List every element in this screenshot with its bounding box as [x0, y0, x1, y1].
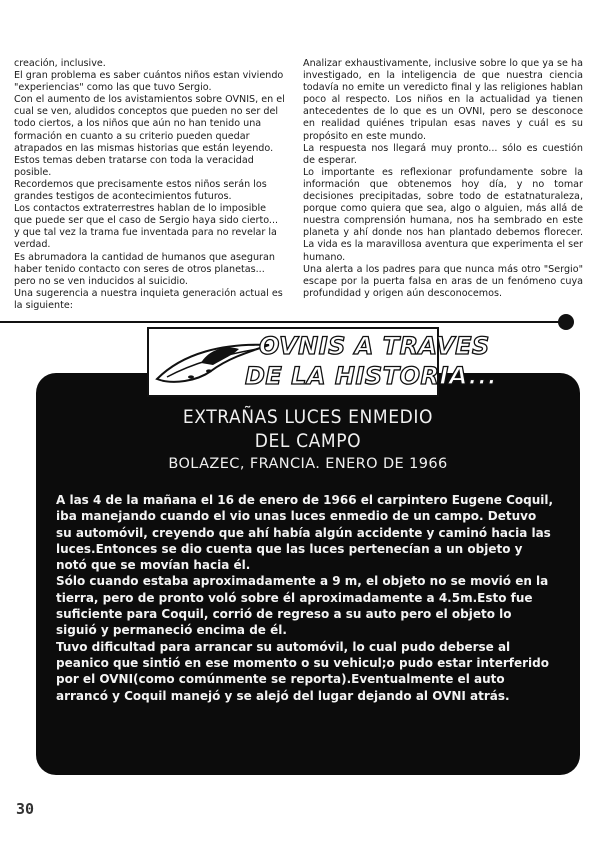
right-paragraph: Una alerta a los padres para que nunca más otro "Sergio" escape por la puerta falsa en aras de un fenómeno cuya profundidad y origen aún desconocemos.	[303, 263, 583, 299]
divider-bullet	[558, 314, 574, 330]
banner-title-line: OVNIS A TRAVES	[259, 332, 490, 360]
story-panel	[36, 373, 580, 775]
story-title-line: DEL CAMPO	[254, 430, 362, 452]
left-column	[14, 58, 286, 312]
story-paragraph: A las 4 de la mañana el 16 de enero de 1966 el carpintero Eugene Coquil, iba manejando cuando el vio unas luces enmedio de un campo. Detuvo su automóvil, creyendo que ahí había algún accidente y caminó hacia las luces.Entonces se dio cuenta que las luces pertenecían a un objeto y notó que se movían hacia él.	[56, 493, 554, 573]
left-paragraph: Estos temas deben tratarse con toda la veracidad posible.	[14, 154, 254, 178]
story-title	[36, 405, 580, 453]
story-place-date: BOLAZEC, FRANCIA. ENERO DE 1966	[168, 456, 448, 472]
story-body	[56, 492, 556, 704]
left-paragraph: creación, inclusive.	[14, 58, 106, 69]
left-paragraph: Recordemos que precisamente estos niños serán los grandes testigos de acontecimientos futuros.	[14, 178, 267, 203]
section-divider	[0, 321, 570, 323]
right-paragraph: Lo importante es reflexionar profundamente sobre la información que obtenemos hoy día, y no tomar decisiones precipitadas, sobre todo de estatnaturaleza, porque como quiera que sea, algo o alguien, más allá de nuestra comprensión humana, nos ha sembrado en este planeta y ahí donde nos han plantado debemos florecer. La vida es la maravillosa aventura que experimenta el ser humano.	[303, 166, 583, 263]
left-paragraph: Es abrumadora la cantidad de humanos que aseguran haber tenido contacto con seres de otros planetas... pero no se ven inducidos al suicidio.	[14, 251, 275, 287]
left-paragraph: Una sugerencia a nuestra inquieta generación actual es la siguiente:	[14, 287, 283, 311]
story-title-line: EXTRAÑAS LUCES ENMEDIO	[182, 406, 434, 428]
left-paragraph: Con el aumento de los avistamientos sobre OVNIS, en el cual se ven, aludidos conceptos que pueden no ser del todo ciertos, a los niños que aún no han tenido una formación en cuanto a su criterio pueden quedar atrapados en las mismas historias que están leyendo.	[14, 94, 285, 154]
story-paragraph: Sólo cuando estaba aproximadamente a 9 m, el objeto no se movió en la tierra, pero de pronto voló sobre él aproximadamente a 4.5m.Esto fue suficiente para Coquil, corrió de regreso a su auto pero el objeto lo siguió y permaneció encima de él.	[56, 574, 549, 638]
right-paragraph: La respuesta nos llegará muy pronto... sólo es cuestión de esperar.	[303, 142, 583, 166]
right-column	[303, 58, 583, 300]
left-paragraph: El gran problema es saber cuántos niños estan viviendo "experiencias" como las que tuvo Sergio.	[14, 70, 284, 94]
left-paragraph: Los contactos extraterrestres hablan de lo imposible que puede ser que el caso de Sergio haya sido cierto... y que tal vez la trama fue inventada para no revelar la verdad.	[14, 203, 279, 251]
section-banner	[147, 327, 498, 397]
story-paragraph: Tuvo dificultad para arrancar su automóvil, lo cual pudo deberse al peanico que sintió en ese momento o su vehicul;o pudo estar interferido por el OVNI(como comúnmente se reporta).Eventualmente el auto arrancó y Coquil manejó y se alejó del lugar dejando al OVNI atrás.	[56, 639, 550, 703]
right-paragraph: Analizar exhaustivamente, inclusive sobre lo que ya se ha investigado, en la inteligencia de que nuestra ciencia todavía no emite un veredicto final y las religiones hablan poco al respecto. Los niños en la actualidad ya tienen antecedentes de lo que es un OVNI, pero se desconoce en realidad quiénes tripulan esas naves y cuál es su propósito en este mundo.	[303, 58, 583, 142]
banner-title-line: DE LA HISTORIA...	[245, 362, 498, 390]
page-number: 30	[16, 800, 35, 818]
